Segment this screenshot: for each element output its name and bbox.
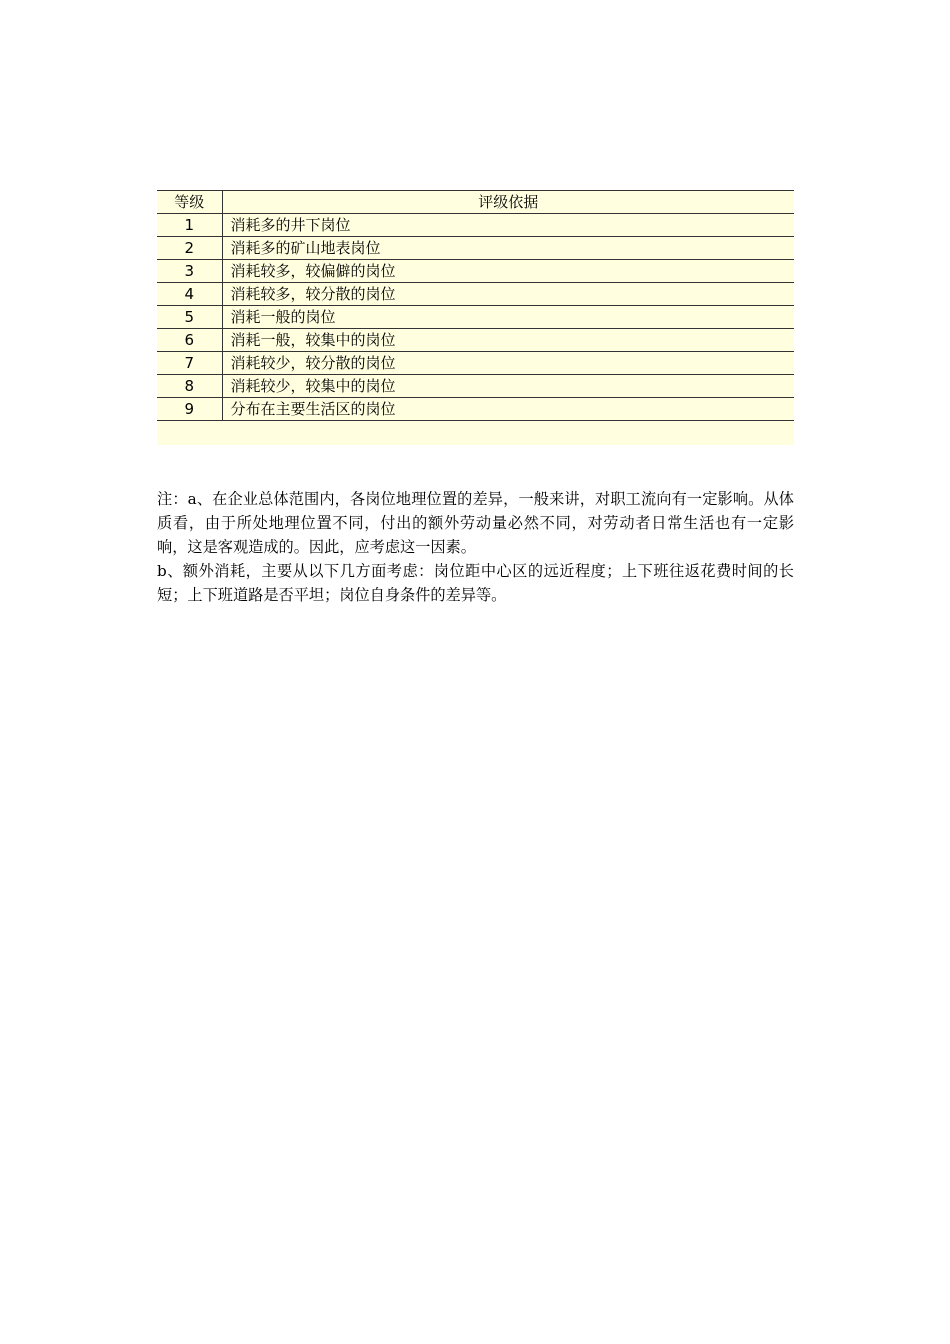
row-basis: 分布在主要生活区的岗位 — [222, 398, 794, 421]
row-basis: 消耗较多，较分散的岗位 — [222, 283, 794, 306]
row-level: 4 — [157, 283, 222, 306]
empty-cell — [157, 421, 222, 446]
row-level: 5 — [157, 306, 222, 329]
header-basis: 评级依据 — [222, 191, 794, 214]
empty-cell — [222, 421, 794, 446]
row-level: 3 — [157, 260, 222, 283]
note-b: b、额外消耗，主要从以下几方面考虑：岗位距中心区的远近程度；上下班往返花费时间的长短；上下班道路是否平坦；岗位自身条件的差异等。 — [157, 562, 794, 604]
row-level: 7 — [157, 352, 222, 375]
grade-criteria-table — [157, 190, 794, 445]
table-row — [157, 375, 794, 398]
table-row — [157, 214, 794, 237]
row-basis: 消耗较少，较集中的岗位 — [222, 375, 794, 398]
row-level: 1 — [157, 214, 222, 237]
table-empty-row — [157, 421, 794, 446]
row-basis: 消耗较多，较偏僻的岗位 — [222, 260, 794, 283]
table-row — [157, 260, 794, 283]
table-header-row — [157, 191, 794, 214]
row-basis: 消耗多的矿山地表岗位 — [222, 237, 794, 260]
row-level: 8 — [157, 375, 222, 398]
row-basis: 消耗多的井下岗位 — [222, 214, 794, 237]
row-basis: 消耗一般的岗位 — [222, 306, 794, 329]
row-level: 9 — [157, 398, 222, 421]
note-a: 注：a、在企业总体范围内，各岗位地理位置的差异，一般来讲，对职工流向有一定影响。从体质看，由于所处地理位置不同，付出的额外劳动量必然不同，对劳动者日常生活也有一定影响，这是客观造成的。因此，应考虑这一因素。 — [157, 490, 794, 556]
table-row — [157, 283, 794, 306]
table-row — [157, 306, 794, 329]
notes-section — [157, 487, 794, 607]
row-basis: 消耗一般，较集中的岗位 — [222, 329, 794, 352]
table-row — [157, 329, 794, 352]
header-level: 等级 — [157, 191, 222, 214]
table-row — [157, 237, 794, 260]
row-basis: 消耗较少，较分散的岗位 — [222, 352, 794, 375]
row-level: 6 — [157, 329, 222, 352]
table-row — [157, 352, 794, 375]
row-level: 2 — [157, 237, 222, 260]
table-row — [157, 398, 794, 421]
